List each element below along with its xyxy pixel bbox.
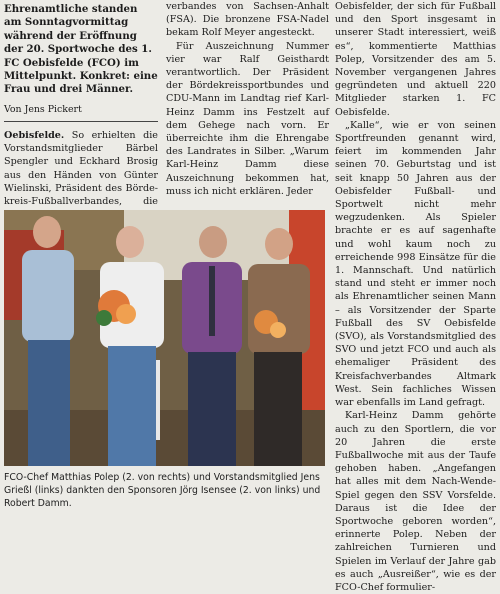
byline: Von Jens Pickert	[4, 103, 158, 122]
column-1-text: So erhielten die Vorstandsmitglieder Bärbel Spengler und Eckhard Brosig aus den Händen von Günter Wielinski, Präsident des Börde-kreis-Fußballverbandes, die	[4, 130, 158, 208]
article-lead: Ehrenamtliche standen am Sonntagvormittag während der Eröffnung der 20. Sportwoche des 1. FC Oebisfelde (FCO) im Mittelpunkt. Konkret: eine Frau und drei Männer.	[4, 3, 158, 96]
photo-caption: FCO-Chef Matthias Polep (2. von rechts) und Vorstandsmitglied Jens Grießl (links) dankten den Sponsoren Jörg Isensee (2. von links) und Robert Damm.	[4, 472, 321, 510]
photo-illustration	[4, 210, 325, 466]
dateline: Oebisfelde.	[4, 130, 65, 142]
column-3	[335, 0, 496, 594]
column-3-paragraph-2: „Kalle“, wie er von seinen Sportfreunden genannt wird, feiert im kommenden Jahr seinen 70. Geburtstag und ist seit knapp 50 Jahren aus der Oebisfelder Fußball- und Sportwelt nicht mehr wegzudenken. Als Spieler brachte er es auf sagenhafte und wohl kaum noch zu erreichende 998 Einsätze für die 1. Mannschaft. Und natürlich stand und steht er immer noch als Ehrenamtlicher seinen Mann – als Vorsitzender der Sparte Fußball des SV Oebisfelde (SVO), als Vorstandsmitglied des SVO und jetzt FCO und auch als ehemaliger Präsident des Kreisfachverbandes Altmark West. Sein fachliches Wissen war ebenfalls im Land gefragt.	[335, 119, 496, 409]
column-2	[166, 0, 329, 198]
column-3-paragraph-1: Oebisfelder, der sich für Fußball und den Sport insgesamt in unserer Stadt interessiert, weiß es“, kommentierte Matthias Polep, Vorsitzender des am 5. November vergangenen Jahres gegründeten und aktuell 220 Mitglieder starken 1. FC Oebisfelde.	[335, 1, 496, 118]
article-photo	[4, 210, 325, 466]
column-2-paragraph-1: verbandes von Sachsen-Anhalt (FSA). Die bronzene FSA-Nadel bekam Rolf Meyer angesteckt.	[166, 1, 329, 39]
column-2-paragraph-2: Für Auszeichnung Nummer vier war Ralf Geisthardt verantwortlich. Der Präsident der Bördekreissportbundes und CDU-Mann im Landtag rief Karl-Heinz Damm ins Festzelt auf dem Gehege nach vorn. Er überreichte ihm die Ehrengabe des Landrates in Silber. „Warum Karl-Heinz Damm diese Auszeichnung bekommen hat, muss ich nicht erklären. Jeder	[166, 40, 329, 197]
column-1	[4, 3, 158, 235]
column-3-paragraph-3: Karl-Heinz Damm gehörte auch zu den Sportlern, die vor 20 Jahren die erste Fußballwoche mit aus der Taufe gehoben haben. „Angefangen hat alles mit dem Nach-Wende-Spiel gegen den SSV Vorsfelde. Daraus ist die Idee der Sportwoche geboren worden“, erinnerte Polep. Neben der zahlreichen Turnieren und Spielen im Verlauf der Jahre gab es auch „Ausreißer“, wie es der FCO-Chef formulier-	[335, 410, 496, 593]
